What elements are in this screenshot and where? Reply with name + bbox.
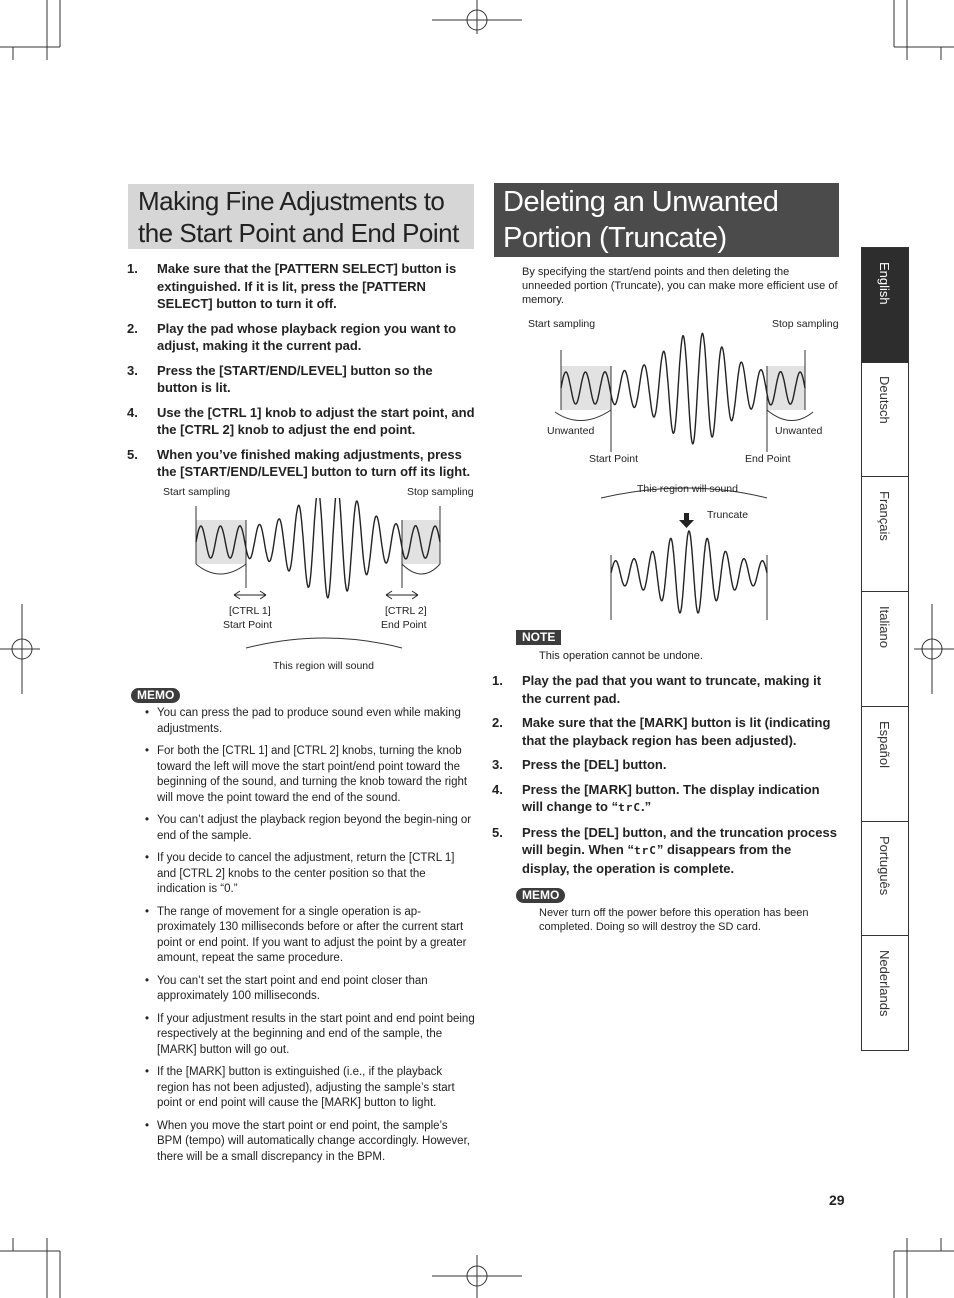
- tab-label: Português: [877, 836, 892, 896]
- lcd-display-text: trC: [618, 801, 641, 814]
- right-start-point-label: Start Point: [589, 453, 639, 465]
- note-badge: NOTE: [516, 630, 561, 645]
- section-title-right: Deleting an Unwanted Portion (Truncate): [503, 186, 779, 254]
- tab-label: Français: [877, 491, 892, 541]
- left-memo-list: [157, 706, 475, 1172]
- tab-espanol[interactable]: [861, 707, 909, 822]
- left-end-point-label: End Point: [381, 619, 427, 631]
- right-step-4: 4. Press the [MARK] button. The display indication will change to “trC.”: [492, 781, 820, 814]
- right-waveform-diagram: [545, 330, 825, 630]
- left-step-4: 4. Use the [CTRL 1] knob to adjust the start point, and the [CTRL 2] knob to adjust the end point.: [127, 404, 475, 437]
- tab-english[interactable]: [861, 247, 909, 363]
- left-ctrl2-label: [CTRL 2]: [385, 605, 427, 617]
- right-stop-sampling-label: Stop sampling: [772, 318, 839, 330]
- tab-label: Deutsch: [877, 376, 892, 424]
- tab-label: Italiano: [877, 606, 892, 648]
- right-step-3: 3. Press the [DEL] button.: [492, 757, 667, 772]
- memo-badge-right: MEMO: [516, 888, 565, 903]
- right-step-2: 2. Make sure that the [MARK] button is lit (indicating that the playback region has been adjusted).: [492, 715, 831, 748]
- left-waveform-diagram: [180, 498, 460, 658]
- right-unwanted-right-label: Unwanted: [775, 425, 823, 437]
- lcd-display-text: trC: [633, 844, 657, 857]
- right-step-5: 5. Press the [DEL] button, and the truncation process will begin. When “trC” disappears from the display, the operation is complete.: [492, 824, 837, 876]
- memo-item: • When you move the start point or end point, the sample’s BPM (tempo) will automatically change accordingly. However, there will be a small discrepancy in the BPM.: [157, 1119, 475, 1166]
- memo-item: • The range of movement for a single operation is ap-proximately 130 milliseconds before or after the current start point or end point. If you want to adjust the point by a greater amount, repeat the same procedure.: [157, 905, 475, 967]
- left-step-5: 5. When you’ve finished making adjustments, press the [START/END/LEVEL] button to turn off its light.: [127, 446, 471, 479]
- memo-item: • You can’t adjust the playback region beyond the begin-ning or end of the sample.: [157, 813, 475, 844]
- right-start-sampling-label: Start sampling: [528, 318, 596, 330]
- right-region-label: This region will sound: [637, 483, 738, 495]
- tab-italiano[interactable]: [861, 592, 909, 707]
- left-ctrl1-label: [CTRL 1]: [229, 605, 271, 617]
- memo-item: • If you decide to cancel the adjustment, return the [CTRL 1] and [CTRL 2] knobs to the center position so that the indication is “0.”: [157, 851, 475, 898]
- left-start-point-label: Start Point: [223, 619, 273, 631]
- right-intro: By specifying the start/end points and then deleting the unneeded portion (Truncate), you can make more efficient use of memory.: [522, 266, 838, 306]
- left-step-3: 3. Press the [START/END/LEVEL] button so the button is lit.: [127, 362, 433, 395]
- left-steps: [127, 260, 475, 488]
- section-header-left: [128, 184, 474, 249]
- tab-francais[interactable]: [861, 477, 909, 592]
- left-step-2: 2. Play the pad whose playback region you want to adjust, making it the current pad.: [127, 320, 457, 353]
- tab-label: Nederlands: [877, 950, 892, 1017]
- left-step-1: 1. Make sure that the [PATTERN SELECT] button is extinguished. If it is lit, press the [PATTERN SELECT] button to turn it off.: [127, 261, 457, 311]
- right-end-point-label: End Point: [745, 453, 791, 465]
- page-number: 29: [829, 1192, 845, 1208]
- right-unwanted-left-label: Unwanted: [547, 425, 595, 437]
- section-title-left: Making Fine Adjustments to the Start Point and End Point: [138, 186, 459, 248]
- memo-item: • You can press the pad to produce sound even while making adjustments.: [157, 706, 475, 737]
- left-region-label: This region will sound: [273, 660, 374, 672]
- memo-badge-left: MEMO: [131, 688, 180, 703]
- memo-item: • For both the [CTRL 1] and [CTRL 2] knobs, turning the knob toward the left will move the start point/end point toward the beginning of the sound, and turning the knob toward the right will move the point toward the end of the sound.: [157, 744, 475, 806]
- right-step-1: 1. Play the pad that you want to truncate, making it the current pad.: [492, 673, 822, 706]
- memo-item: • If your adjustment results in the start point and end point being respectively at the beginning and end of the sample, the [MARK] button will go out.: [157, 1012, 475, 1059]
- tab-portugues[interactable]: [861, 822, 909, 936]
- tab-deutsch[interactable]: [861, 362, 909, 477]
- left-start-sampling-label: Start sampling: [163, 486, 231, 498]
- section-header-right: [494, 183, 839, 257]
- left-stop-sampling-label: Stop sampling: [407, 486, 474, 498]
- tab-nederlands[interactable]: [861, 936, 909, 1051]
- right-memo-text: Never turn off the power before this operation has been completed. Doing so will destroy the SD card.: [539, 907, 809, 933]
- memo-item: • If the [MARK] button is extinguished (i.e., if the playback region has not been adjusted), adjusting the sample’s start point or end point will cause the [MARK] button to light.: [157, 1065, 475, 1112]
- tab-label: English: [877, 262, 892, 305]
- memo-item: • You can’t set the start point and end point closer than approximately 100 milliseconds.: [157, 974, 475, 1005]
- right-truncate-label: Truncate: [707, 509, 749, 521]
- right-steps: [492, 672, 840, 884]
- note-text: This operation cannot be undone.: [539, 650, 703, 662]
- tab-label: Español: [877, 721, 892, 768]
